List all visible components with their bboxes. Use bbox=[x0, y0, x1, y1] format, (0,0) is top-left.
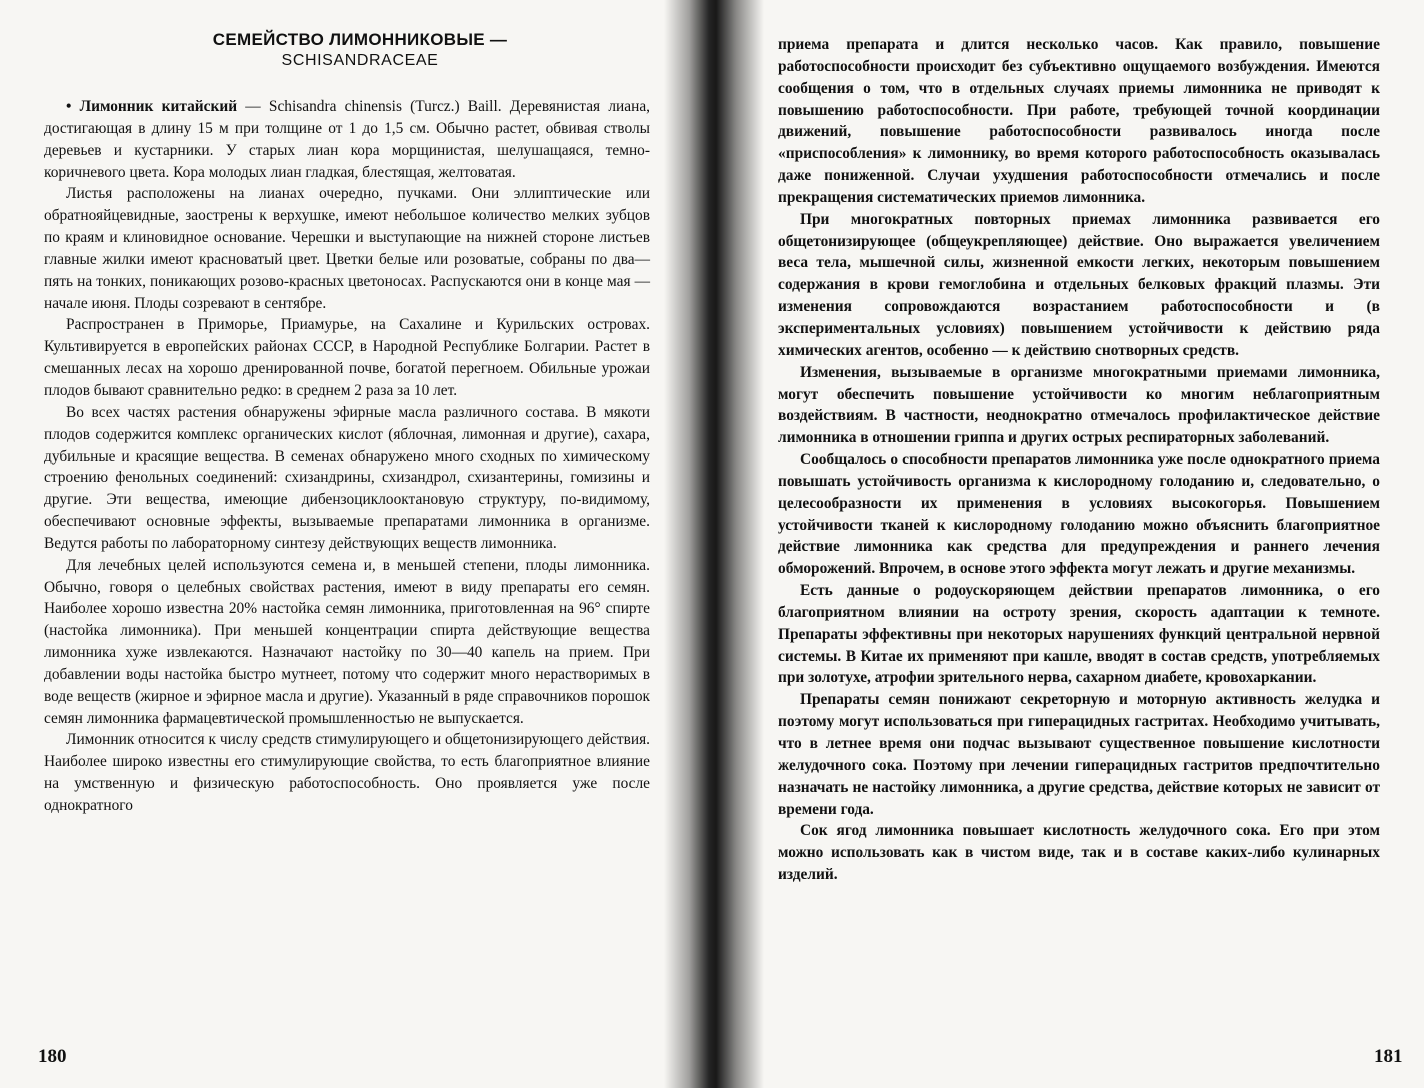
page-number: 180 bbox=[38, 1046, 67, 1067]
section-heading bbox=[190, 30, 530, 72]
paragraph: Препараты семян понижают секреторную и моторную активность желудка и поэтому могут использоваться при гиперацидных гастритах. Необходимо учитывать, что в летнее время они подчас вызывают существенное повышение кислотности желудочного сока. Поэтому при лечении гиперацидных гастритов предпочтительно назначать не настойку лимонника, а другие средства, действие которых не зависит от времени года. bbox=[778, 691, 1380, 818]
page-number: 181 bbox=[1374, 1046, 1403, 1067]
paragraph: Во всех частях растения обнаружены эфирные масла различного состава. В мякоти плодов содержится комплекс органических кислот (яблочная, лимонная и другие), сахара, дубильные и красящие вещества. В семенах обнаружено много сходных по химическому строению фенольных соединений: схизандрины, схизандрол, схизантерины, гомизины и другие. Эти вещества, имеющие дибензоциклооктановую структуру, по-видимому, обеспечивают основные эффекты, вызываемые препаратами лимонника в организме. Ведутся работы по лабораторному синтезу действующих веществ лимонника. bbox=[44, 403, 650, 552]
species-name: • Лимонник китайский bbox=[66, 98, 238, 115]
family-title-ru: СЕМЕЙСТВО ЛИМОННИКОВЫЕ — bbox=[212, 30, 508, 49]
paragraph: Сок ягод лимонника повышает кислотность желудочного сока. Его при этом можно использовать как в чистом виде, так и в составе каких-либо кулинарных изделий. bbox=[778, 822, 1380, 884]
paragraph: Изменения, вызываемые в организме многократными приемами лимонника, могут обеспечить повышение устойчивости ко многим неблагоприятным воздействиям. В частности, неоднократно отмечалось профилактическое действие лимонника в отношении гриппа и других острых респираторных заболеваний. bbox=[778, 363, 1380, 447]
right-page bbox=[740, 0, 1424, 1088]
left-page-text bbox=[44, 96, 650, 817]
paragraph: При многократных повторных приемах лимонника развивается его общетонизирующее (общеукрепляющее) действие. Оно выражается увеличением веса тела, мышечной силы, жизненной емкости легких, некоторым повышением содержания в крови гемоглобина и отдельных белковых фракций плазмы. Эти изменения сопровождаются возрастанием работоспособности и (в экспериментальных условиях) повышением устойчивости к действию ряда химических агентов, особенно — к действию снотворных средств. bbox=[778, 210, 1380, 359]
left-page bbox=[0, 0, 700, 1088]
family-title-latin: SCHISANDRACEAE bbox=[281, 52, 439, 69]
species-description: — Schisandra chinensis (Turcz.) Baill. Деревянистая лиана, достигающая в длину 15 м при толщине от 1 до 1,5 см. Обычно растет, обвивая стволы деревьев и кустарники. У старых лиан кора морщинистая, шелушащаяся, темно-коричневого цвета. Кора молодых лиан гладкая, блестящая, желтоватая. bbox=[44, 98, 650, 181]
paragraph: Для лечебных целей используются семена и, в меньшей степени, плоды лимонника. Обычно, говоря о целебных свойствах растения, имеют в виду препараты его семян. Наиболее хорошо известна 20% настойка семян лимонника, приготовленная на 96° спирте (настойка лимонника). При меньшей концентрации спирта действующие вещества лимонника хуже извлекаются. Назначают настойку по 30—40 капель на прием. При добавлении воды настойка быстро мутнеет, потому что содержит много нерастворимых в воде веществ (жирное и эфирное масла и другие). Указанный в ряде справочников порошок семян лимонника фармацевтической промышленностью не выпускается. bbox=[44, 556, 650, 727]
paragraph: Сообщалось о способности препаратов лимонника уже после однократного приема повышать устойчивость организма к кислородному голоданию и, следовательно, о целесообразности их применения в условиях высокогорья. Повышением устойчивости тканей к кислородному голоданию можно объяснить благоприятное действие лимонника как средства для предупреждения и раннего лечения обморожений. Впрочем, в основе этого эффекта могут лежать и другие механизмы. bbox=[778, 451, 1380, 578]
paragraph: приема препарата и длится несколько часов. Как правило, повышение работоспособности происходит без субъективно ощущаемого возбуждения. Имеются сообщения о том, что в отдельных случаях приемы лимонника не приводят к повышению работоспособности. При работе, требующей точной координации движений, повышение работоспособности развивалось иногда после «приспособления» к лимоннику, во время которого работоспособность оказывалась даже пониженной. Случаи ухудшения работоспособности отмечались и после прекращения систематических приемов лимонника. bbox=[778, 36, 1380, 206]
paragraph: Листья расположены на лианах очередно, пучками. Они эллиптические или обратнояйцевидные, заострены к верхушке, имеют небольшое количество мелких зубцов по краям и клиновидное основание. Черешки и выступающие на нижней стороне листьев главные жилки имеют красноватый цвет. Цветки белые или розоватые, собраны по два—пять на тонких, поникающих розово-красных цветоносах. Распускаются они в конце мая — начале июня. Плоды созревают в сентябре. bbox=[44, 185, 650, 312]
paragraph bbox=[44, 96, 650, 183]
right-page-text bbox=[778, 34, 1380, 886]
paragraph: Есть данные о родоускоряющем действии препаратов лимонника, о его благоприятном влиянии на остроту зрения, скорость адаптации к темноте. Препараты эффективны при некоторых нарушениях функций центральной нервной системы. В Китае их применяют при кашле, вводят в состав средств, употребляемых при золотухе, атрофии зрительного нерва, сахарном диабете, кровохаркании. bbox=[778, 582, 1380, 687]
paragraph: Распространен в Приморье, Приамурье, на Сахалине и Курильских островах. Культивируется в европейских районах СССР, в Народной Республике Болгарии. Растет в смешанных лесах на хорошо дренированной почве, богатой перегноем. Обильные урожаи плодов бывают сравнительно редко: в среднем 2 раза за 10 лет. bbox=[44, 316, 650, 399]
paragraph: Лимонник относится к числу средств стимулирующего и общетонизирующего действия. Наиболее широко известны его стимулирующие свойства, то есть благоприятное влияние на умственную и физическую работоспособность. Оно проявляется уже после однократного bbox=[44, 731, 650, 814]
